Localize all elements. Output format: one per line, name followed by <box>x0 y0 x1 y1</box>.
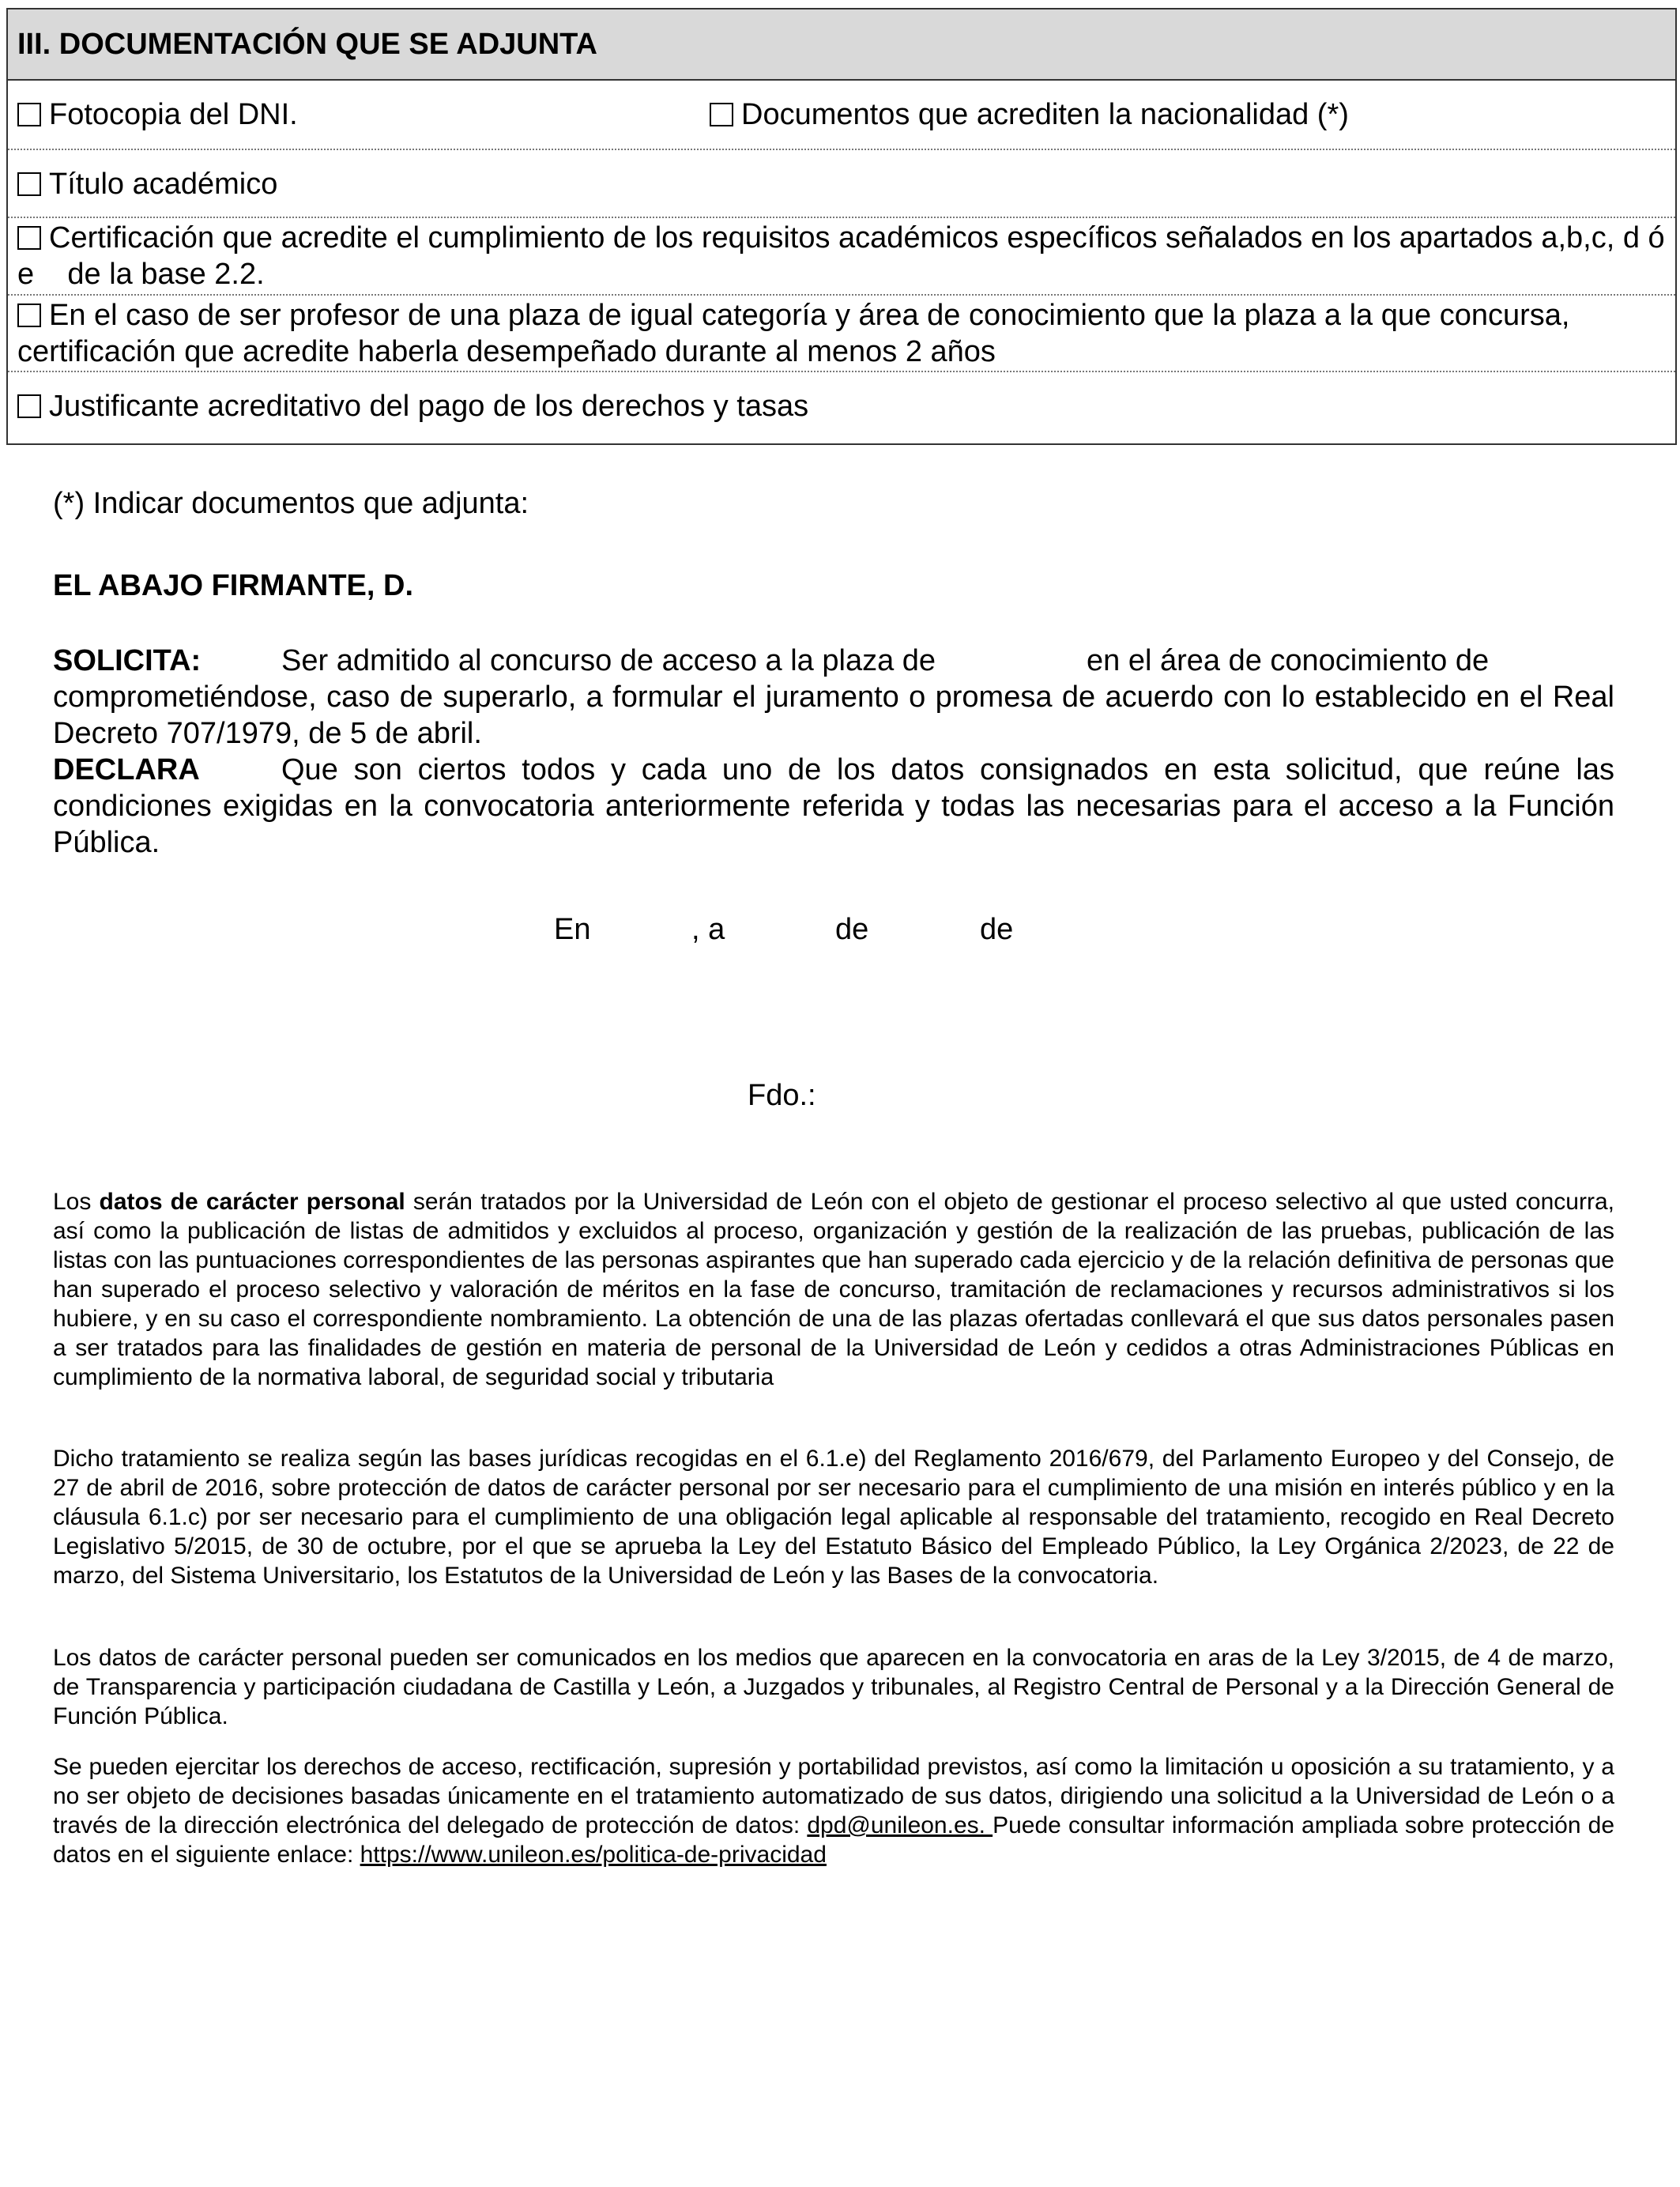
text: Los <box>53 1189 100 1215</box>
solicita-continuation: comprometiéndose, caso de superarlo, a formular el juramento o promesa de acuerdo con lo establecido en el Real Decreto 707/1979, de 5 de abril. <box>53 681 1614 750</box>
solicita-text: Ser admitido al concurso de acceso a la plaza de <box>281 644 936 677</box>
date-de-year: de <box>980 913 1014 946</box>
dpd-email-link[interactable]: dpd@unileon.es. <box>807 1812 993 1838</box>
signer-label: EL ABAJO FIRMANTE, D. <box>53 569 414 602</box>
signature-label: Fdo.: <box>748 1079 816 1112</box>
checkbox-profesor[interactable] <box>17 304 41 327</box>
text: serán tratados por la Universidad de León con el objeto de gestionar el proceso selectivo al que usted concurra, así como la publicación de listas de admitidos y excluidos al proceso, organización y gestión de la realización de las pruebas, publicación de las listas con las puntuaciones correspondientes de las personas aspirantes que han superado cada ejercicio y de la relación definitiva de personas que han superado el proceso selectivo y valoración de méritos en la fase de concurso, tramitación de reclamaciones y recursos administrativos si los hubiere, y en su caso el correspondiente nombramiento. La obtención de una de las plazas ofertadas conllevará el que sus datos personales pasen a ser tratados para las finalidades de gestión en materia de personal de la Universidad de León y cedidos a otras Administraciones Públicas en cumplimiento de la normativa laboral, de seguridad social y tributaria <box>53 1189 1614 1390</box>
place-en: En <box>554 913 591 946</box>
bold-text: datos de carácter personal <box>99 1189 405 1215</box>
checkbox-justificante[interactable] <box>17 394 41 418</box>
solicita-area-text: en el área de conocimiento de <box>1087 644 1490 677</box>
table-row <box>8 296 1675 372</box>
declara-text: Que son ciertos todos y cada uno de los datos consignados en esta solicitud, que reúne las condiciones exigidas en la convocatoria anteriormente referida y todas las necesarias para el acceso a la Función Pública. <box>53 753 1614 859</box>
checkbox-label: Fotocopia del DNI. <box>49 98 298 131</box>
section-title: III. DOCUMENTACIÓN QUE SE ADJUNTA <box>8 9 1675 81</box>
privacy-policy-link[interactable]: https://www.unileon.es/politica-de-privacidad <box>360 1842 827 1868</box>
attachments-note: (*) Indicar documentos que adjunta: <box>53 487 529 520</box>
checkbox-label: En el caso de ser profesor de una plaza de igual categoría y área de conocimiento que la plaza a la que concursa, certificación que acredite haberla desempeñado durante al menos 2 años <box>17 299 1570 368</box>
privacy-paragraph-4 <box>53 1752 1614 1869</box>
documentation-table <box>6 8 1677 445</box>
text: Se pueden ejercitar los derechos de acceso, rectificación, supresión y portabilidad previstos, así como la limitación u oposición a su tratamiento, y a no ser objeto de decisiones basadas únicamente en el tratamiento automatizado de sus datos, dirigiendo una solicitud a la Universidad de León o a través de la dirección electrónica del delegado de protección de datos: <box>53 1754 1614 1838</box>
table-row <box>8 372 1675 443</box>
solicita-label: SOLICITA: <box>53 644 202 677</box>
checkbox-label: Título académico <box>49 168 278 201</box>
checkbox-nacionalidad[interactable] <box>710 103 733 126</box>
date-de-month: de <box>835 913 869 946</box>
checkbox-label: Justificante acreditativo del pago de los derechos y tasas <box>49 390 809 423</box>
checkbox-label: Certificación que acredite el cumplimiento de los requisitos académicos específicos señalados en los apartados a,b,c, d ó e de la base 2.2. <box>17 221 1674 291</box>
checkbox-dni[interactable] <box>17 103 41 126</box>
table-row <box>8 218 1675 296</box>
date-a: , a <box>691 913 725 946</box>
privacy-paragraph-1 <box>53 1187 1614 1392</box>
table-row <box>8 150 1675 218</box>
checkbox-label: Documentos que acrediten la nacionalidad (*) <box>741 98 1349 131</box>
privacy-paragraph-2: Dicho tratamiento se realiza según las bases jurídicas recogidas en el 6.1.e) del Reglamento 2016/679, del Parlamento Europeo y del Consejo, de 27 de abril de 2016, sobre protección de datos de carácter personal por ser necesario para el cumplimiento de una misión en interés público y en la cláusula 6.1.c) por ser necesario para el cumplimiento de una obligación legal aplicable al responsable del tratamiento, recogido en Real Decreto Legislativo 5/2015, de 30 de octubre, por el que se aprueba la Ley del Estatuto Básico del Empleado Público, la Ley Orgánica 2/2023, de 22 de marzo, del Sistema Universitario, los Estatutos de la Universidad de León y las Bases de la convocatoria. <box>53 1446 1614 1589</box>
checkbox-titulo[interactable] <box>17 172 41 196</box>
text: Puede consultar información ampliada sobre protección de datos en el siguiente enlace: <box>53 1812 1615 1868</box>
checkbox-certificacion[interactable] <box>17 226 41 250</box>
privacy-paragraph-3: Los datos de carácter personal pueden ser comunicados en los medios que aparecen en la convocatoria en aras de la Ley 3/2015, de 4 de marzo, de Transparencia y participación ciudadana de Castilla y León, a Juzgados y tribunales, al Registro Central de Personal y a la Dirección General de Función Pública. <box>53 1645 1614 1729</box>
table-row <box>8 81 1675 150</box>
solicita-section <box>53 643 1614 861</box>
declara-label: DECLARA <box>53 753 200 786</box>
